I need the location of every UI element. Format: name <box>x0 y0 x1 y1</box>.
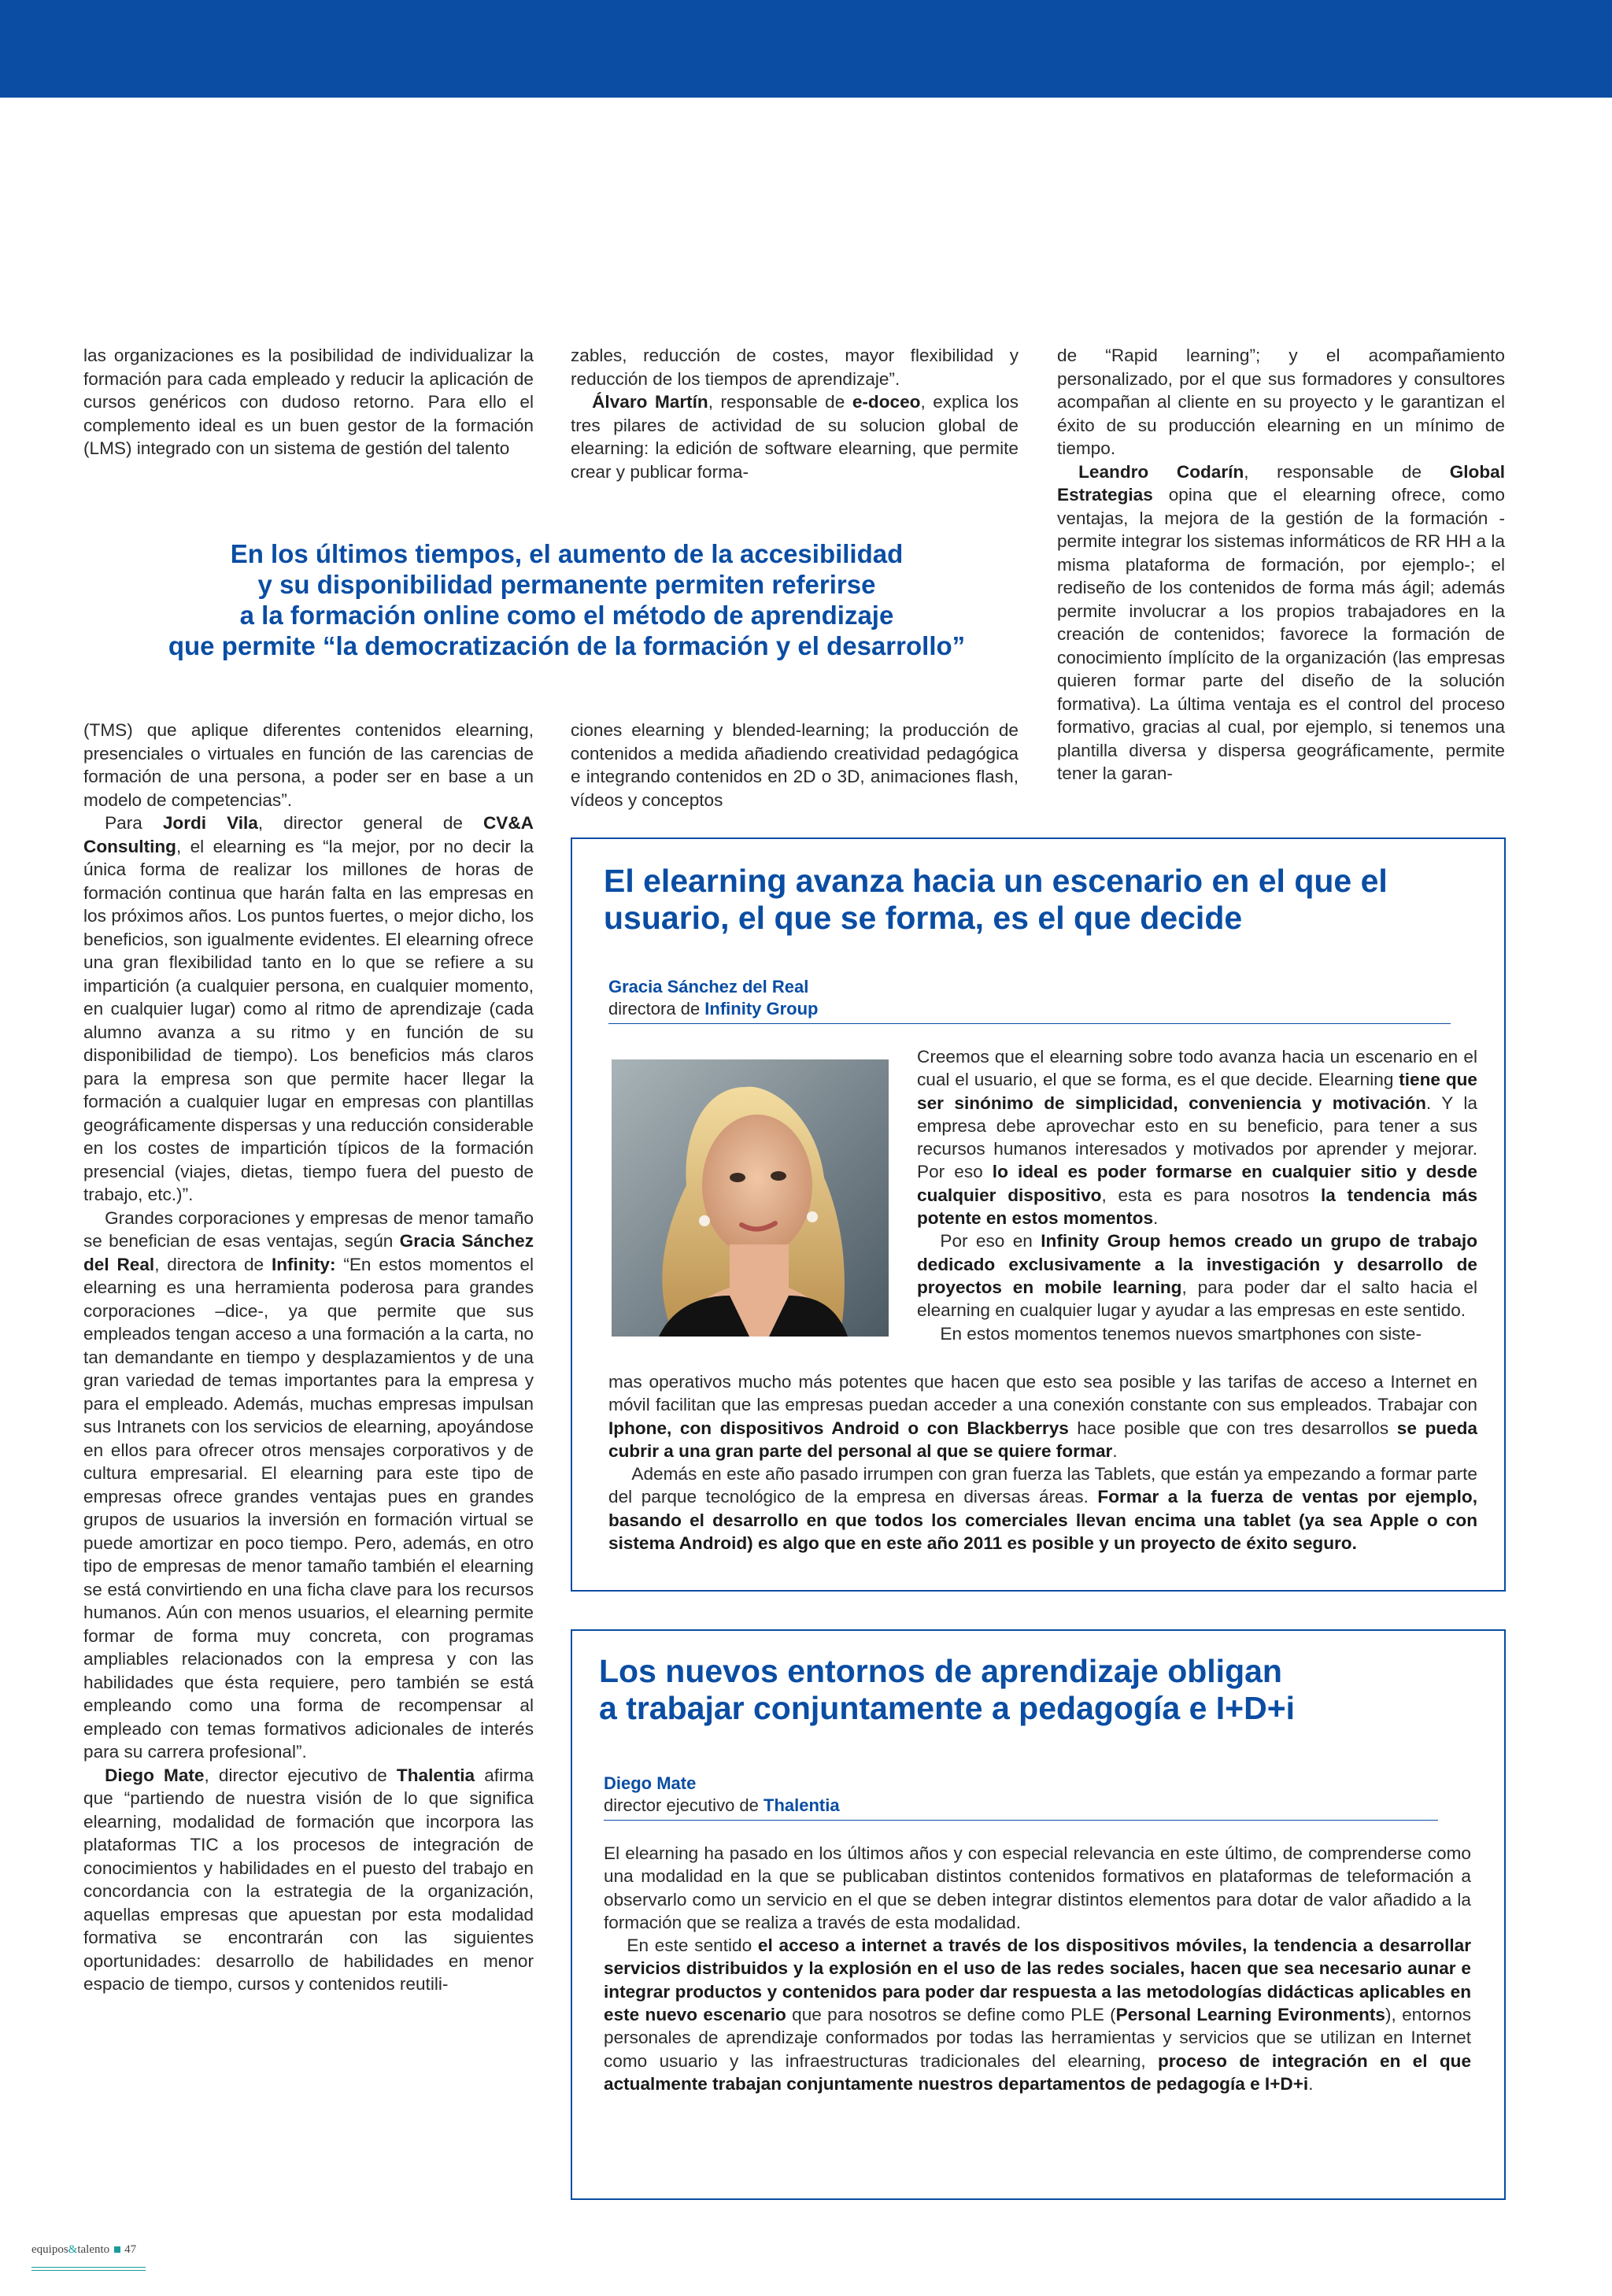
paragraph: El elearning ha pasado en los últimos años y con especial relevancia en este último, de comprenderse como una modalidad en la que se publicaban distintos contenidos formativos en plataformas de teleformación a observarlo como un servicio en el que se deben integrar distintos elementos para dotar de valor añadido a la formación que se realiza a través de esta modalidad. <box>604 1843 1471 1932</box>
paragraph: Diego Mate, director ejecutivo de Thalentia afirma que “partiendo de nuestra visión de lo que significa elearning, modalidad de formación que incorpora las plataformas TIC a los procesos de integración de conocimientos y habilidades en el puesto del trabajo en concordancia con la estrategia de la organización, aquellas empresas que apuestan por esta modalidad formativa se encontrarán con las siguientes oportunidades: desarrollo de habilidades en menor espacio de tiempo, cursos y contenidos reutili- <box>83 1765 534 1994</box>
pull-quote-line: En los últimos tiempos, el aumento de la accesibilidad <box>230 539 904 568</box>
page-number: 47 <box>124 2243 137 2256</box>
portrait-photo-image <box>612 1059 889 1337</box>
portrait-photo <box>612 1059 889 1337</box>
pull-quote-line: que permite “la democratización de la formación y el desarrollo” <box>168 631 966 660</box>
divider <box>608 1023 1451 1024</box>
paragraph: En este sentido el acceso a internet a través de los dispositivos móviles, la tendencia a desarrollar servicios distribuidos y la explosión en el uso de las redes sociales, hacen que sea necesario aunar e integrar productos y contenidos para poder dar respuesta a las metodologías didácticas aplicables en este nuevo escenario que para nosotros se define como PLE (Personal Learning Evironments), entornos personales de aprendizaje conformados por todas las herramientas y servicios que se utilizan en Internet como usuario y las infraestructuras tradicionales del elearning, proceso de integración en el que actualmente trabajan conjuntamente nuestros departamentos de pedagogía e I+D+i. <box>604 1936 1472 2094</box>
sidebar-box-thalentia <box>571 1629 1506 2200</box>
paragraph: de “Rapid learning”; y el acompañamiento personalizado, por el que sus formadores y consultores acompañan al cliente en su proyecto y le garantizan el éxito de su producción elearning en un mínimo de tiempo. <box>1057 346 1505 458</box>
column-1-bottom <box>83 719 534 1996</box>
box-title: El elearning avanza hacia un escenario en el que el usuario, el que se forma, es el que decide <box>604 863 1388 936</box>
paragraph: las organizaciones es la posibilidad de individualizar la formación para cada empleado y reducir la aplicación de cursos genéricos con dudoso retorno. Para ello el complemento ideal es un buen gestor de la formación (LMS) integrado con un sistema de gestión del talento <box>83 346 534 458</box>
pull-quote-line: a la formación online como el método de aprendizaje <box>239 601 894 630</box>
sidebar-box-infinity <box>571 837 1506 1592</box>
paragraph: ciones elearning y blended-learning; la producción de contenidos a medida añadiendo creatividad pedagógica e integrando contenidos en 2D o 3D, animaciones flash, vídeos y conceptos <box>571 720 1019 810</box>
paragraph: Creemos que el elearning sobre todo avanza hacia un escenario en el cual el usuario, el que se forma, es el que decide. Elearning tiene que ser sinónimo de simplicidad, conveniencia y motivación. Y la empresa debe aprovechar esto en su beneficio, para tener a sus recursos humanos interesados y motivados por aprender y mejorar. Por eso lo ideal es poder formarse en cualquier sitio y desde cualquier dispositivo, esta es para nosotros la tendencia más potente en estos momentos. <box>917 1047 1478 1229</box>
paragraph: Grandes corporaciones y empresas de menor tamaño se benefician de esas ventajas, según Gracia Sánchez del Real, directora de Infinity: “En estos momentos el elearning es una herramienta poderosa para grandes corporaciones –dice-, ya que permite que sus empleados tengan acceso a una formación a la carta, no tan demandante en tiempo y desplazamientos y de una gran variedad de temas importantes para la empresa y para el empleado. Además, muchas empresas impulsan sus Intranets con los servicios de elearning, apoyándose en ellos para ofrecer otros mensajes corporativos y de cultura empresarial. El elearning para este tipo de empresas ofrece grandes ventajas pues en grandes grupos de usuarios la inversión en formación virtual se puede amortizar en poco tiempo. Pero, además, en otro tipo de empresas de menor tamaño también el elearning se está convirtiendo en una ficha clave para los recursos humanos. Aún con menos usuarios, el elearning permite formar de forma muy concreta, con programas ampliables relacionados con la empresa y con las habilidades que ésta requiere, pero también se está empleando como una forma de recompensar al empleado con temas formativos adicionales de interés para su carrera profesional”. <box>83 1207 534 1762</box>
paragraph: Por eso en Infinity Group hemos creado un grupo de trabajo dedicado exclusivamente a la investigación y desarrollo de proyectos en mobile learning, para poder dar el salto hacia el elearning en cualquier lugar y ayudar a las empresas en este sentido. <box>917 1231 1478 1321</box>
footer <box>31 2243 136 2257</box>
box-author: Diego Mate director ejecutivo de Thalentia <box>604 1773 840 1815</box>
pull-quote <box>94 538 1039 661</box>
column-2-top <box>571 344 1019 483</box>
divider <box>604 1820 1438 1821</box>
column-1-top <box>83 344 534 460</box>
column-2-bottom <box>571 719 1019 812</box>
paragraph: zables, reducción de costes, mayor flexibilidad y reducción de los tiempos de aprendizaje”. <box>571 346 1019 389</box>
footer-brand: equipos&talento <box>31 2243 110 2256</box>
box-text <box>604 1842 1471 2095</box>
paragraph: Además en este año pasado irrumpen con gran fuerza las Tablets, que están ya empezando a formar parte del parque tecnológico de la empresa en diversas áreas. Formar a la fuerza de ventas por ejemplo, basando el desarrollo en que todos los comerciales llevan encima una tablet (ya sea Apple o con sistema Android) es algo que en este año 2011 es posible y un proyecto de éxito seguro. <box>608 1464 1477 1554</box>
paragraph: En estos momentos tenemos nuevos smartphones con siste- <box>940 1323 1422 1344</box>
footer-rule <box>31 2270 146 2271</box>
pull-quote-line: y su disponibilidad permanente permiten referirse <box>257 570 876 599</box>
header-bar <box>0 0 1612 98</box>
paragraph: (TMS) que aplique diferentes contenidos elearning, presenciales o virtuales en función de las carencias de formación de una persona, a poder ser en base a un modelo de competencias”. <box>83 720 534 810</box>
author-name: Diego Mate <box>604 1773 697 1793</box>
paragraph: mas operativos mucho más potentes que hacen que esto sea posible y las tarifas de acceso a Internet en móvil facilitan que las empresas puedan acceder a una conexión constante con sus empleados. Trabajar con Iphone, con dispositivos Android o con Blackberrys hace posible que con tres desarrollos se pueda cubrir a una gran parte del personal al que se quiere formar. <box>608 1372 1477 1461</box>
footer-square-icon <box>114 2246 120 2253</box>
box-author: Gracia Sánchez del Real directora de Infinity Group <box>608 977 819 1019</box>
paragraph: Álvaro Martín, responsable de e-doceo, explica los tres pilares de actividad de su solucion global de elearning: la edición de software elearning, que permite crear y publicar forma- <box>571 392 1019 482</box>
box-text-right <box>917 1045 1477 1345</box>
paragraph: Para Jordi Vila, director general de CV&A Consulting, el elearning es “la mejor, por no decir la única forma de realizar los millones de horas de formación continua que harán falta en las empresas en los próximos años. Los puntos fuertes, o mejor dicho, los beneficios, son igualmente evidentes. El elearning ofrece una gran flexibilidad tanto en lo que se refiere a su impartición (a cualquier persona, en cualquier momento, en cualquier lugar) como al ritmo de aprendizaje (cada alumno avanza a su ritmo y en función de su disponibilidad de tiempo). Los beneficios más claros para la empresa son que permite hacer llegar la formación a cualquier lugar en empresas con plantillas geográficamente dispersas y una reducción considerable en los costes de impartición típicos de la formación presencial (viajes, dietas, tiempo fuera del puesto de trabajo, etc.)”. <box>83 813 534 1204</box>
paragraph: Leandro Codarín, responsable de Global Estrategias opina que el elearning ofrece, como ventajas, la mejora de la gestión de la formación -permite integrar los sistemas informáticos de RR HH a la misma plataforma de formación, por ejemplo-; el rediseño de los contenidos de forma más ágil; además permite involucrar a los propios trabajadores en la creación de contenidos; favorece la formación de conocimiento ímplícito de la organización (las empresas quieren formar parte del diseño de la solución formativa). La última ventaja es el control del proceso formativo, gracias al cual, por ejemplo, si tenemos una plantilla diversa y dispersa geográficamente, permite tener la garan- <box>1057 461 1505 783</box>
author-name: Gracia Sánchez del Real <box>608 977 809 996</box>
footer-rule <box>31 2267 146 2268</box>
column-3 <box>1057 344 1505 786</box>
box-text-full <box>608 1370 1477 1555</box>
box-title: Los nuevos entornos de aprendizaje obligan a trabajar conjuntamente a pedagogía e I+D+i <box>599 1653 1296 1726</box>
